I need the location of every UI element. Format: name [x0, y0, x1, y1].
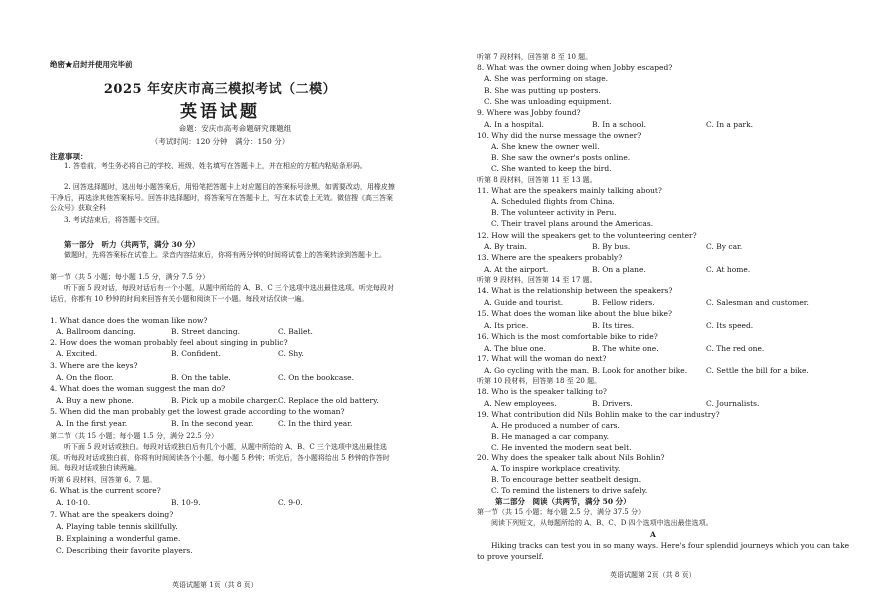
q19-option-a: A. He produced a number of cars.: [491, 421, 620, 430]
q8-option-a: A. She was performing on stage.: [484, 74, 609, 83]
q14-option-c: C. Salesman and customer.: [706, 298, 809, 307]
question-19: 19. What contribution did Nils Bohlin make to the car industry?: [477, 410, 720, 419]
part1-intro: 做题时，先将答案标在试卷上。录音内容结束后，你将有两分钟的时间将试卷上的答案转涂到答题卡上。: [64, 251, 386, 259]
confidential-mark: 绝密★启封并使用完毕前: [50, 60, 133, 69]
q2-option-b: B. Confident.: [171, 349, 221, 358]
q5-option-a: A. In the first year.: [56, 419, 128, 428]
q8-option-c: C. She was unloading equipment.: [484, 97, 612, 106]
listen-9-instruction: 听第 9 段材料，回答第 14 至 17 题。: [477, 276, 597, 284]
question-12: 12. How will the speakers get to the volunteering center?: [477, 231, 697, 240]
q2-option-a: A. Excited.: [56, 349, 98, 358]
part2-section1-title: 第一节（共 15 小题；每小题 2.5 分，满分 37.5 分）: [477, 508, 645, 516]
time-score-line: （考试时间：120 分钟 满分：150 分）: [150, 137, 290, 146]
passage-text-line-2: to prove yourself.: [477, 552, 544, 561]
part1-title: 第一部分 听力（共两节，满分 30 分）: [64, 240, 200, 249]
right-page: [440, 0, 870, 615]
q13-option-c: C. At home.: [706, 265, 751, 274]
q6-option-b: B. 10-9.: [171, 498, 201, 507]
question-18: 18. Who is the speaker talking to?: [477, 387, 607, 396]
listen-6-instruction: 听第 6 段材料，回答第 6、7 题。: [50, 476, 157, 484]
q18-option-c: C. Journalists.: [706, 399, 760, 408]
q13-option-b: B. On a plane.: [592, 265, 646, 274]
subject-title: 英语试题: [180, 102, 260, 122]
question-3: 3. Where are the keys?: [50, 361, 138, 370]
q8-option-b: B. She was putting up posters.: [484, 86, 601, 95]
q10-option-a: A. She knew the owner well.: [491, 142, 600, 151]
q17-option-a: A. Go cycling with the man.: [484, 366, 590, 375]
q19-option-c: C. He invented the modern seat belt.: [491, 443, 632, 452]
part2-title: 第二部分 阅读（共两节，满分 50 分）: [495, 497, 631, 506]
q9-option-c: C. In a park.: [706, 120, 754, 129]
q20-option-b: B. To encourage better seatbelt design.: [491, 475, 642, 484]
q10-option-c: C. She wanted to keep the bird.: [491, 164, 612, 173]
q1-option-a: A. Ballroom dancing.: [56, 327, 136, 336]
part2-intro: 阅读下列短文，从每题所给的 A、B、C、D 四个选项中选出最佳选项。: [491, 519, 713, 527]
question-4: 4. What does the woman suggest the man do?: [50, 384, 226, 393]
question-10: 10. Why did the nurse message the owner?: [477, 131, 642, 140]
q16-option-c: C. The red one.: [706, 344, 765, 353]
q12-option-b: B. By bus.: [592, 242, 631, 251]
question-1: 1. What dance does the woman like now?: [50, 316, 208, 325]
q10-option-b: B. She saw the owner's posts online.: [491, 153, 631, 162]
q4-option-c: C. Replace the old battery.: [278, 396, 379, 405]
q11-option-a: A. Scheduled flights from China.: [491, 197, 615, 206]
question-8: 8. What was the owner doing when Jobby escaped?: [477, 63, 673, 72]
q6-option-c: C. 9-0.: [278, 498, 303, 507]
page-footer-1: 英语试题第 1页（共 8 页）: [172, 581, 258, 589]
q3-option-b: B. On the table.: [171, 373, 231, 382]
question-17: 17. What will the woman do next?: [477, 354, 607, 363]
setter-line: 命题：安庆市高考命题研究课题组: [178, 124, 292, 133]
note-1: 1. 答卷前，考生务必将自己的学校、班级、姓名填写在答题卡上，并在相应的方框内粘贴条形码。: [64, 162, 367, 170]
q12-option-a: A. By train.: [484, 242, 528, 251]
q15-option-a: A. Its price.: [484, 321, 529, 330]
passage-text-line-1: Hiking tracks can test you in so many ways. Here's four splendid journeys which you can take: [491, 541, 850, 550]
q9-option-b: B. In a school.: [592, 120, 647, 129]
q7-option-b: B. Explaining a wonderful game.: [56, 534, 181, 543]
question-14: 14. What is the relationship between the speakers?: [477, 286, 673, 295]
listen-8-instruction: 听第 8 段材料，回答第 11 至 13 题。: [477, 176, 597, 184]
q14-option-a: A. Guide and tourist.: [484, 298, 564, 307]
q7-option-a: A. Playing table tennis skillfully.: [56, 522, 178, 531]
q14-option-b: B. Fellow riders.: [592, 298, 655, 307]
q2-option-c: C. Shy.: [278, 349, 304, 358]
passage-label: A: [650, 530, 656, 539]
question-7: 7. What are the speakers doing?: [50, 510, 174, 519]
q20-option-a: A. To inspire workplace creativity.: [491, 464, 621, 473]
q19-option-b: B. He managed a car company.: [491, 432, 610, 441]
q15-option-c: C. Its speed.: [706, 321, 754, 330]
q13-option-a: A. At the airport.: [484, 265, 549, 274]
notes-title: 注意事项：: [50, 152, 88, 161]
q18-option-a: A. New employees.: [484, 399, 557, 408]
q3-option-a: A. On the floor.: [56, 373, 114, 382]
question-15: 15. What does the woman like about the blue bike?: [477, 309, 673, 318]
question-16: 16. Which is the most comfortable bike to ride?: [477, 332, 658, 341]
q15-option-b: B. Its tires.: [592, 321, 635, 330]
q11-option-c: C. Their travel plans around the Americas.: [491, 219, 654, 228]
note-2: 2. 回答选择题时，选出每小题答案后，用铅笔把答题卡上对应题目的答案标号涂黑，如需要改动，用橡皮擦干净后，再选涂其他答案标号。回答非选择题时，将答案写在答题卡上，写在本试卷上无效。微信搜《高三答案公众号》获取全科: [50, 183, 395, 212]
q11-option-b: B. The volunteer activity in Peru.: [491, 208, 617, 217]
q1-option-b: B. Street dancing.: [171, 327, 241, 336]
question-2: 2. How does the woman probably feel about singing in public?: [50, 338, 288, 347]
note-3: 3. 考试结束后，将答题卡交回。: [64, 216, 164, 224]
q12-option-c: C. By car.: [706, 242, 743, 251]
q4-option-a: A. Buy a new phone.: [56, 396, 134, 405]
q4-option-b: B. Pick up a mobile charger.: [171, 396, 279, 405]
q18-option-b: B. Drivers.: [592, 399, 633, 408]
q17-option-c: C. Settle the bill for a bike.: [706, 366, 809, 375]
q3-option-c: C. On the bookcase.: [278, 373, 354, 382]
question-20: 20. Why does the speaker talk about Nils Bohlin?: [477, 453, 665, 462]
section1-title: 第一节（共 5 小题；每小题 1.5 分，满分 7.5 分）: [50, 273, 210, 281]
question-11: 11. What are the speakers mainly talking about?: [477, 186, 662, 195]
q9-option-a: A. In a hospital.: [484, 120, 544, 129]
section2-intro: 听下面 5 段对话或独白。每段对话或独白后有几个小题，从题中所给的 A、B、C 三个选项中选出最佳选项。听每段对话或独白前，你将有时间阅读各个小题，每小题 5 秒钟；听完后，各小题将给出 5 秒钟的作答时间。每段对话或独白读两遍。: [50, 443, 390, 472]
listen-10-instruction: 听第 10 段材料，回答第 18 至 20 题。: [477, 377, 602, 385]
q20-option-c: C. To remind the listeners to drive safely.: [491, 486, 648, 495]
question-6: 6. What is the current score?: [50, 486, 161, 495]
question-13: 13. Where are the speakers probably?: [477, 253, 623, 262]
question-5: 5. When did the man probably get the lowest grade according to the woman?: [50, 407, 345, 416]
q5-option-c: C. In the third year.: [278, 419, 353, 428]
section1-intro: 听下面 5 段对话，每段对话后有一个小题，从题中所给的 A、B、C 三个选项中选出最佳选项。听完每段对话后，你都有 10 秒钟的时间来回答有关小题和阅读下一小题。每段对话仅读一遍。: [50, 284, 394, 303]
q6-option-a: A. 10-10.: [56, 498, 91, 507]
question-9: 9. Where was Jobby found?: [477, 108, 581, 117]
q17-option-b: B. Look for another bike.: [592, 366, 688, 375]
page-footer-2: 英语试题第 2页（共 8 页）: [610, 571, 696, 579]
q7-option-c: C. Describing their favorite players.: [56, 546, 193, 555]
listen-7-instruction: 听第 7 段材料，回答第 8 至 10 题。: [477, 53, 593, 61]
section2-title: 第二节（共 15 小题；每小题 1.5 分，满分 22.5 分）: [50, 432, 218, 440]
q1-option-c: C. Ballet.: [278, 327, 313, 336]
exam-title: 2025 年安庆市高三模拟考试（二模）: [103, 82, 337, 97]
q16-option-a: A. The blue one.: [484, 344, 546, 353]
q5-option-b: B. In the second year.: [171, 419, 254, 428]
q16-option-b: B. The white one.: [592, 344, 659, 353]
